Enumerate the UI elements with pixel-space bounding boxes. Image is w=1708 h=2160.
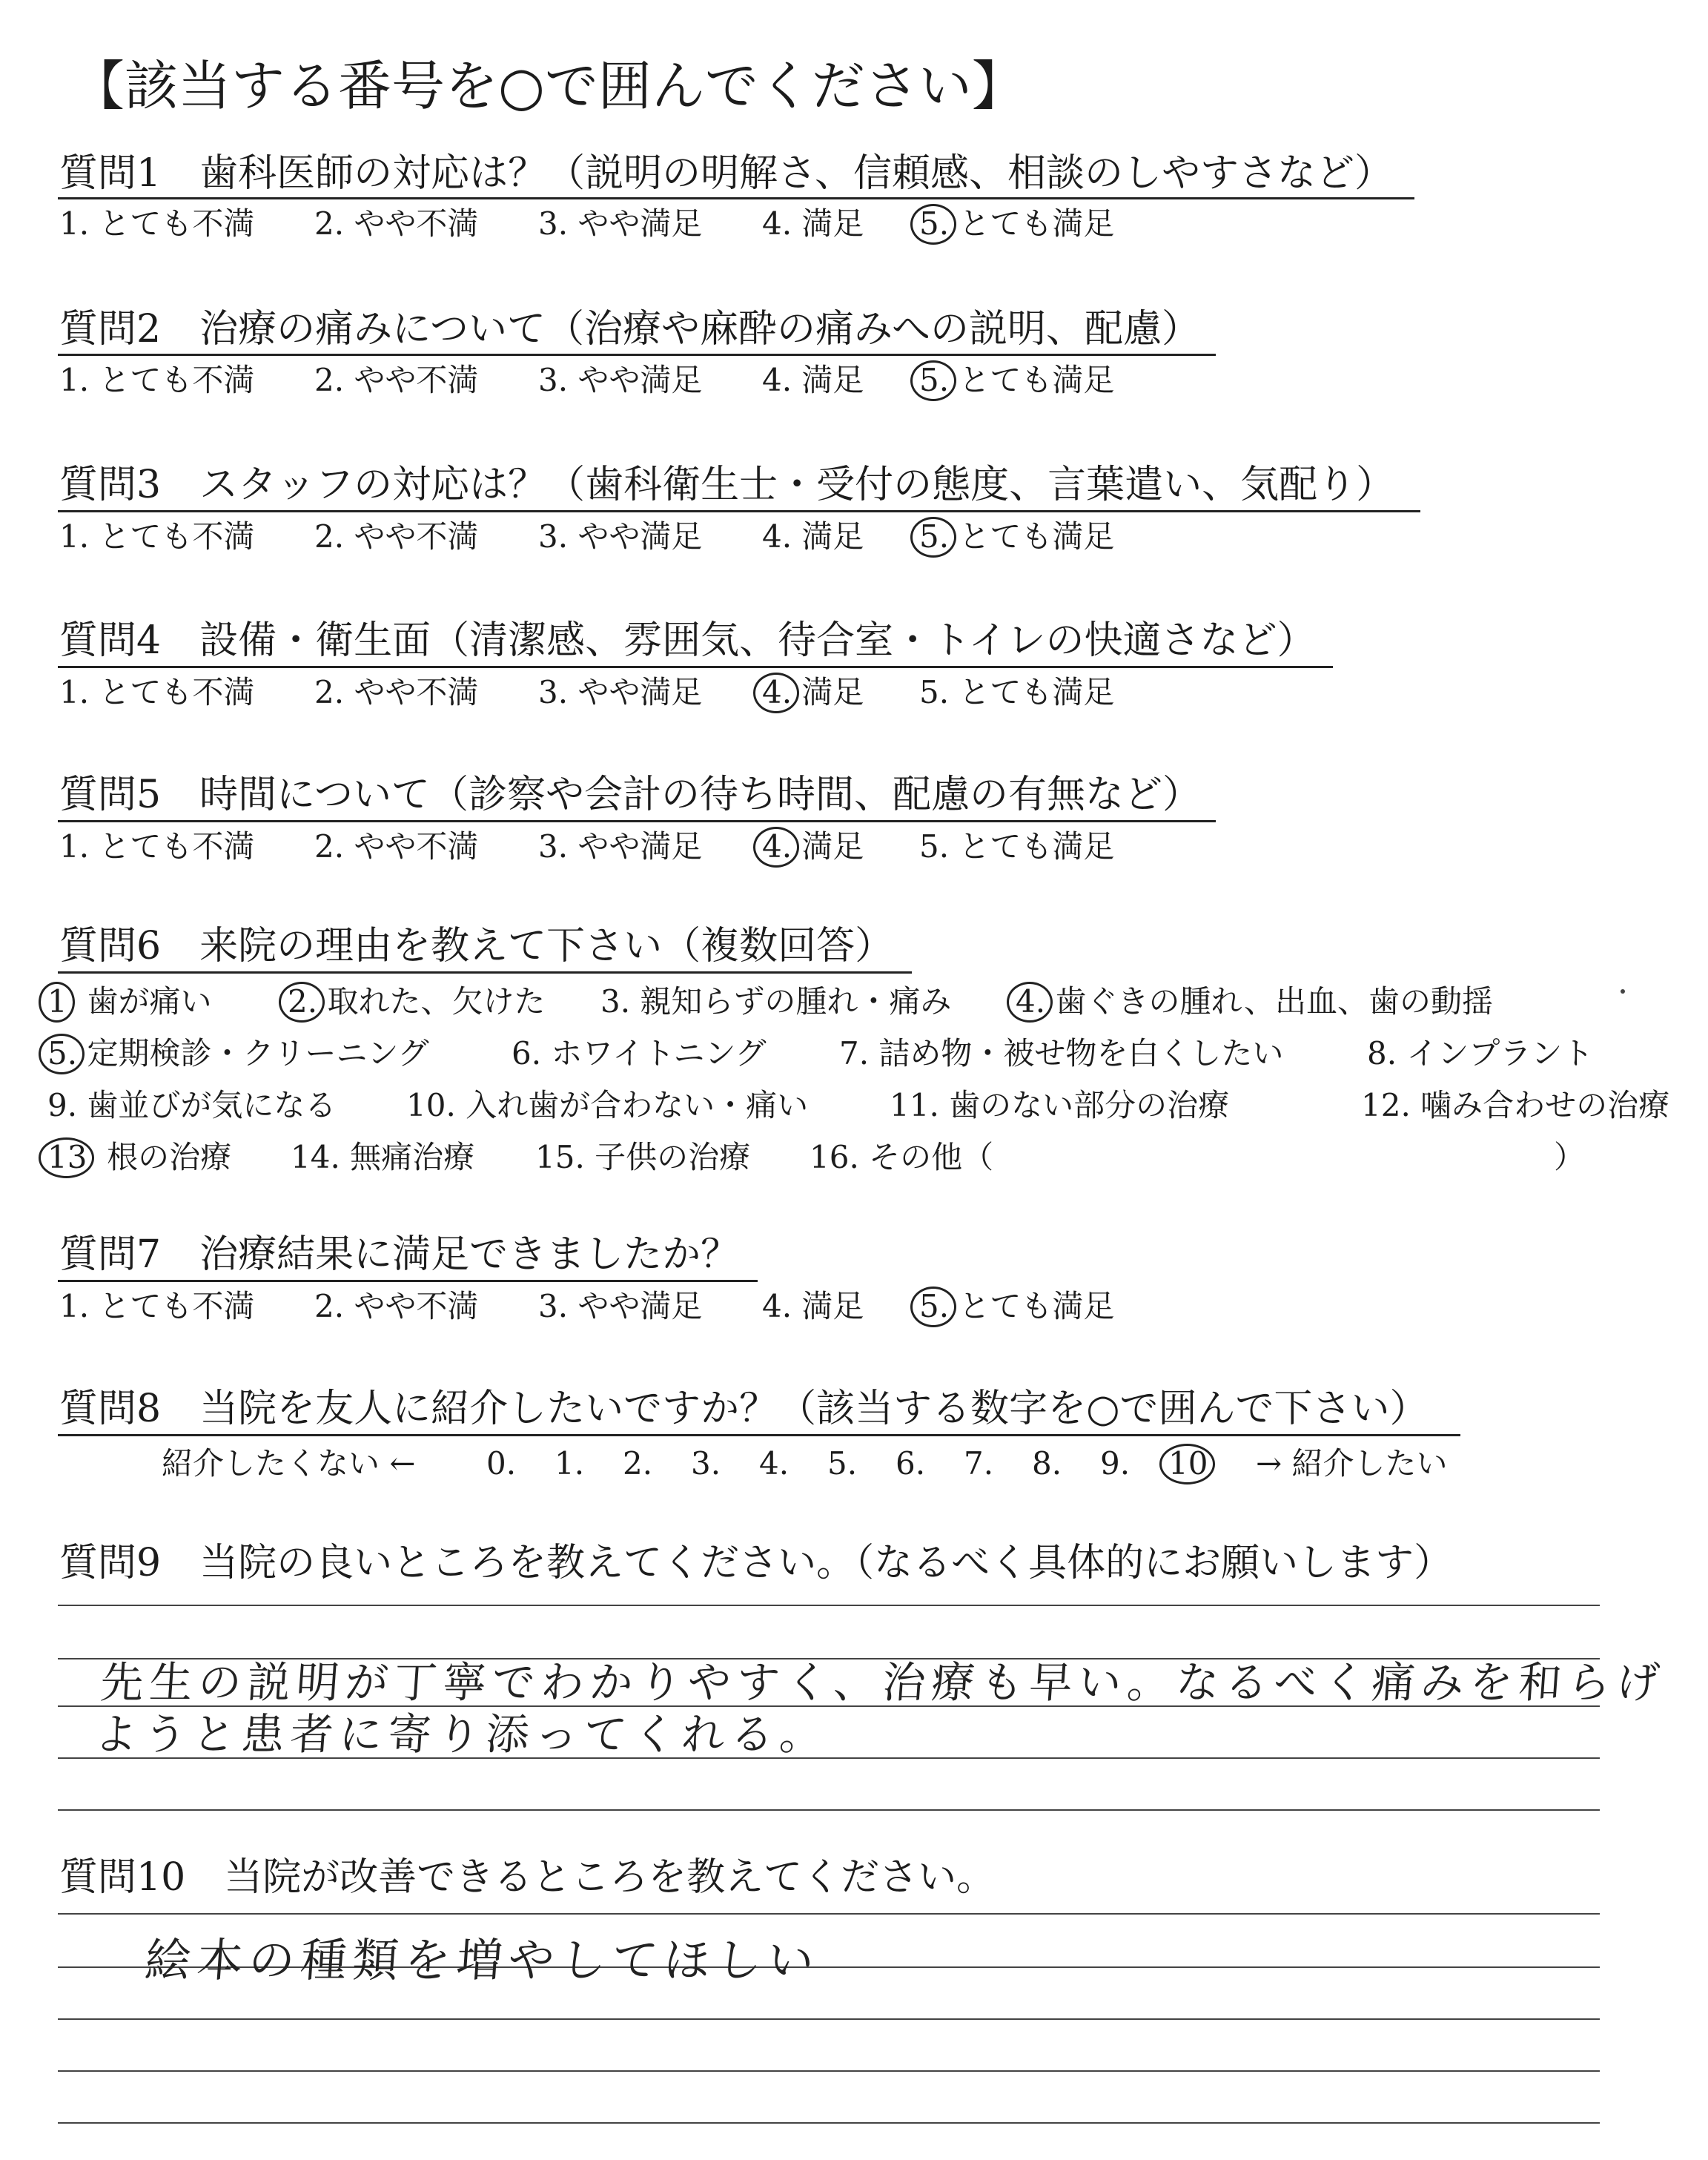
scale-10-selected[interactable]: [1168, 1441, 1256, 1486]
question-4-title: 質問4 設備・衛生面（清潔感、雰囲気、待合室・トイレの快適さなど）: [59, 618, 1316, 663]
question-5-title: 質問5 時間について（診察や会計の待ち時間、配慮の有無など）: [59, 773, 1202, 817]
q10-handwritten-answer[interactable]: 絵本の種類を増やしてほしい: [143, 1933, 822, 1987]
answer-line: [58, 1913, 1600, 1915]
question-7-underline: [58, 1280, 758, 1282]
selection-circle: 4.: [1016, 983, 1046, 1020]
q6-reason-9[interactable]: 9. 歯並びが気になる: [47, 1087, 337, 1123]
question-5-underline: [58, 820, 1216, 822]
q6-reason-6[interactable]: 6. ホワイトニング: [512, 1035, 767, 1071]
scale-2[interactable]: 2.: [623, 1445, 653, 1482]
q5-option-3[interactable]: 3. やや満足: [538, 828, 703, 865]
q4-option-3[interactable]: 3. やや満足: [538, 674, 703, 710]
answer-line: [58, 2070, 1600, 2072]
q5-option-5[interactable]: 5. とても満足: [919, 828, 1115, 865]
q4-option-4-selected[interactable]: 4. 満足: [762, 674, 864, 710]
question-6-row-1: [47, 976, 1493, 1028]
question-1-options: [59, 202, 1114, 246]
q6-reason-16-other[interactable]: 16. その他（: [810, 1139, 994, 1175]
question-7-title: 質問7 治療結果に満足できましたか？: [59, 1232, 740, 1277]
scale-1[interactable]: 1.: [555, 1445, 585, 1482]
q6-reason-11[interactable]: 11. 歯のない部分の治療: [890, 1087, 1230, 1123]
q1-option-3[interactable]: 3. やや満足: [538, 205, 703, 242]
question-4-options: [59, 670, 1114, 715]
scale-left-label: 紹介したくない ←: [162, 1445, 416, 1482]
selection-circle: 5.: [919, 205, 950, 242]
selection-circle: 4.: [762, 674, 792, 710]
other-close-paren: ）: [1554, 1139, 1586, 1175]
q5-option-1[interactable]: 1. とても不満: [59, 828, 255, 865]
q6-reason-13-selected[interactable]: 13 根の治療: [47, 1139, 232, 1175]
scale-9[interactable]: 9.: [1100, 1445, 1131, 1482]
scale-0[interactable]: 0.: [486, 1445, 517, 1482]
q6-reason-15[interactable]: 15. 子供の治療: [535, 1139, 751, 1175]
selection-circle: 5.: [919, 518, 950, 555]
q7-option-5-selected[interactable]: 5. とても満足: [919, 1288, 1115, 1324]
q2-option-1[interactable]: 1. とても不満: [59, 362, 255, 398]
q6-reason-14[interactable]: 14. 無痛治療: [291, 1139, 475, 1175]
question-8-title: 質問8 当院を友人に紹介したいですか？（該当する数字を○で囲んで下さい）: [59, 1387, 1429, 1431]
q1-option-2[interactable]: 2. やや不満: [314, 205, 479, 242]
q6-reason-7[interactable]: 7. 詰め物・被せ物を白くしたい: [839, 1035, 1284, 1071]
q9-handwritten-answer-line-1[interactable]: 先生の説明が丁寧でわかりやすく、治療も早い。なるべく痛みを和らげ: [99, 1657, 1667, 1708]
q5-option-4-selected[interactable]: 4. 満足: [762, 828, 864, 865]
question-7-options: [59, 1284, 1114, 1329]
q4-option-2[interactable]: 2. やや不満: [314, 674, 479, 710]
answer-line: [58, 2122, 1600, 2124]
q2-option-3[interactable]: 3. やや満足: [538, 362, 703, 398]
answer-line: [58, 1605, 1600, 1606]
q6-reason-1-selected[interactable]: 1 歯が痛い: [47, 983, 212, 1020]
q6-reason-3[interactable]: 3. 親知らずの腫れ・痛み: [600, 983, 952, 1020]
q2-option-5-selected[interactable]: 5. とても満足: [919, 362, 1115, 398]
q4-option-5[interactable]: 5. とても満足: [919, 674, 1115, 710]
q7-option-3[interactable]: 3. やや満足: [538, 1288, 703, 1324]
question-6-underline: [58, 971, 912, 974]
scale-7[interactable]: 7.: [964, 1445, 994, 1482]
question-6-title: 質問6 来院の理由を教えて下さい（複数回答）: [59, 924, 894, 968]
question-2-title: 質問2 治療の痛みについて（治療や麻酔の痛みへの説明、配慮）: [59, 307, 1201, 351]
question-8-underline: [58, 1434, 1460, 1436]
question-9-title: 質問9 当院の良いところを教えてください。（なるべく具体的にお願いします）: [59, 1541, 1453, 1585]
question-3-underline: [58, 510, 1420, 512]
q1-option-1[interactable]: 1. とても不満: [59, 205, 255, 242]
question-2-options: [59, 358, 1114, 403]
q7-option-4[interactable]: 4. 満足: [762, 1288, 864, 1324]
q3-option-2[interactable]: 2. やや不満: [314, 518, 479, 555]
q6-reason-5-selected[interactable]: 5. 定期検診・クリーニング: [47, 1035, 429, 1071]
q2-option-2[interactable]: 2. やや不満: [314, 362, 479, 398]
q3-option-3[interactable]: 3. やや満足: [538, 518, 703, 555]
question-6-row-2: [47, 1028, 1593, 1080]
scale-right-label: → 紹介したい: [1256, 1445, 1448, 1482]
q2-option-4[interactable]: 4. 満足: [762, 362, 864, 398]
q4-option-1[interactable]: 1. とても不満: [59, 674, 255, 710]
q3-option-1[interactable]: 1. とても不満: [59, 518, 255, 555]
selection-circle: 5.: [919, 1288, 950, 1324]
page-title: 【該当する番号を○で囲んでください】: [71, 55, 1025, 117]
question-2-underline: [58, 354, 1216, 356]
question-1-title: 質問1 歯科医師の対応は？（説明の明解さ、信頼感、相談のしやすさなど）: [59, 151, 1394, 196]
question-1-underline: [58, 197, 1414, 199]
question-3-options: [59, 515, 1114, 559]
question-10-title: 質問10 当院が改善できるところを教えてください。: [59, 1855, 996, 1900]
selection-circle: 1: [47, 983, 67, 1020]
scale-4[interactable]: 4.: [759, 1445, 790, 1482]
selection-circle: 4.: [762, 828, 792, 865]
selection-circle: 2.: [288, 983, 318, 1020]
q7-option-1[interactable]: 1. とても不満: [59, 1288, 255, 1324]
selection-circle: 13: [47, 1139, 87, 1175]
q6-reason-2-selected[interactable]: 2. 取れた、欠けた: [288, 983, 546, 1020]
q3-option-4[interactable]: 4. 満足: [762, 518, 864, 555]
q6-reason-8[interactable]: 8. インプラント: [1367, 1035, 1594, 1071]
question-6-row-4: [47, 1132, 1585, 1183]
scale-6[interactable]: 6.: [896, 1445, 926, 1482]
stray-mark: [1621, 989, 1625, 994]
q9-handwritten-answer-line-2[interactable]: ようと患者に寄り添ってくれる。: [93, 1709, 831, 1760]
q5-option-2[interactable]: 2. やや不満: [314, 828, 479, 865]
question-6-row-3: [47, 1080, 1669, 1132]
recommend-scale: [162, 1441, 1448, 1486]
question-4-underline: [58, 666, 1333, 668]
q6-reason-4-selected[interactable]: 4. 歯ぐきの腫れ、出血、歯の動揺: [1016, 983, 1493, 1020]
answer-line: [58, 1809, 1600, 1811]
scale-8[interactable]: 8.: [1032, 1445, 1062, 1482]
scale-3[interactable]: 3.: [691, 1445, 721, 1482]
question-3-title: 質問3 スタッフの対応は？（歯科衛生士・受付の態度、言葉遣い、気配り）: [59, 463, 1395, 507]
q6-reason-12[interactable]: 12. 噛み合わせの治療: [1361, 1087, 1670, 1123]
q6-reason-10[interactable]: 10. 入れ歯が合わない・痛い: [406, 1087, 809, 1123]
selection-circle: 5.: [919, 362, 950, 398]
scale-5[interactable]: 5.: [827, 1445, 858, 1482]
q1-option-5-selected[interactable]: 5. とても満足: [919, 205, 1115, 242]
question-5-options: [59, 825, 1114, 869]
q3-option-5-selected[interactable]: 5. とても満足: [919, 518, 1115, 555]
selection-circle: 5.: [47, 1035, 78, 1071]
q1-option-4[interactable]: 4. 満足: [762, 205, 864, 242]
answer-line: [58, 2018, 1600, 2020]
selection-circle: 10: [1168, 1445, 1208, 1482]
q7-option-2[interactable]: 2. やや不満: [314, 1288, 479, 1324]
